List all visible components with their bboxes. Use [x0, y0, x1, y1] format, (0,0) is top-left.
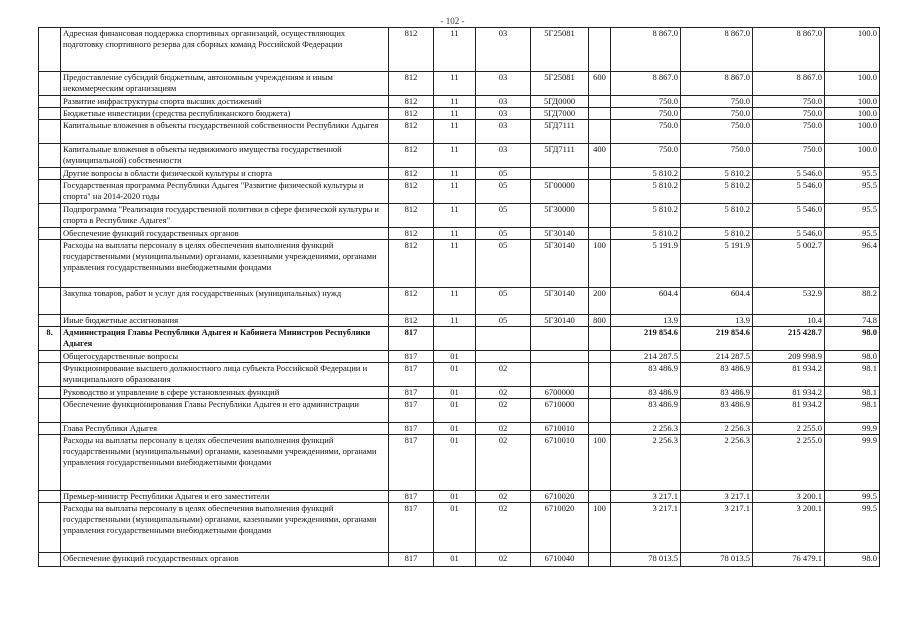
table-row [39, 144, 880, 168]
row-approved-amount: 78 013.5 [611, 553, 681, 567]
budget-table [38, 27, 880, 567]
row-subsection-code: 02 [476, 553, 531, 567]
table-row [39, 351, 880, 363]
row-number [39, 204, 61, 228]
row-ministry-code: 812 [389, 144, 434, 168]
row-target-code: 5ГД7111 [531, 120, 589, 144]
row-subsection-code: 03 [476, 108, 531, 120]
row-subsection-code: 05 [476, 168, 531, 180]
row-execution-percent: 100.0 [825, 120, 880, 144]
row-target-code: 6710040 [531, 553, 589, 567]
row-section-code: 11 [434, 228, 476, 240]
row-execution-percent: 100.0 [825, 28, 880, 72]
row-execution-percent: 100.0 [825, 144, 880, 168]
row-expense-type-code: 800 [589, 315, 611, 327]
row-revised-amount: 2 256.3 [681, 435, 753, 491]
row-revised-amount: 750.0 [681, 96, 753, 108]
row-executed-amount: 8 867.0 [753, 28, 825, 72]
row-target-code: 5Г30140 [531, 288, 589, 315]
table-row [39, 120, 880, 144]
row-target-code: 5ГД0000 [531, 96, 589, 108]
row-target-code: 5ГД7111 [531, 144, 589, 168]
row-ministry-code: 817 [389, 399, 434, 423]
table-row [39, 491, 880, 503]
row-ministry-code: 812 [389, 228, 434, 240]
row-subsection-code [476, 327, 531, 351]
row-approved-amount: 5 810.2 [611, 168, 681, 180]
row-number [39, 553, 61, 567]
table-row [39, 72, 880, 96]
row-section-code: 01 [434, 399, 476, 423]
row-number [39, 423, 61, 435]
row-ministry-code: 817 [389, 553, 434, 567]
row-approved-amount: 8 867.0 [611, 72, 681, 96]
row-section-code: 01 [434, 553, 476, 567]
row-target-code [531, 351, 589, 363]
row-number [39, 491, 61, 503]
row-section-code: 11 [434, 168, 476, 180]
row-ministry-code: 817 [389, 351, 434, 363]
row-executed-amount: 76 479.1 [753, 553, 825, 567]
row-ministry-code: 817 [389, 491, 434, 503]
row-approved-amount: 3 217.1 [611, 503, 681, 553]
row-ministry-code: 812 [389, 120, 434, 144]
row-target-code [531, 363, 589, 387]
row-description: Общегосударственные вопросы [61, 351, 389, 363]
row-executed-amount: 5 546.0 [753, 228, 825, 240]
row-section-code: 11 [434, 204, 476, 228]
row-description: Государственная программа Республики Адыгея "Развитие физической культуры и спорта" на 2014-2020 годы [61, 180, 389, 204]
row-approved-amount: 2 256.3 [611, 435, 681, 491]
row-ministry-code: 817 [389, 327, 434, 351]
row-expense-type-code [589, 108, 611, 120]
row-ministry-code: 817 [389, 387, 434, 399]
row-expense-type-code [589, 180, 611, 204]
row-target-code: 6710000 [531, 399, 589, 423]
row-target-code [531, 168, 589, 180]
row-expense-type-code: 100 [589, 240, 611, 288]
row-ministry-code: 812 [389, 108, 434, 120]
row-revised-amount: 83 486.9 [681, 387, 753, 399]
row-section-code: 11 [434, 180, 476, 204]
row-execution-percent: 98.0 [825, 553, 880, 567]
row-executed-amount: 5 546.0 [753, 168, 825, 180]
row-executed-amount: 750.0 [753, 144, 825, 168]
row-approved-amount: 750.0 [611, 96, 681, 108]
row-executed-amount: 2 255.0 [753, 435, 825, 491]
row-executed-amount: 750.0 [753, 108, 825, 120]
row-subsection-code: 05 [476, 180, 531, 204]
table-row [39, 288, 880, 315]
row-execution-percent: 95.5 [825, 168, 880, 180]
row-expense-type-code [589, 491, 611, 503]
row-subsection-code: 03 [476, 28, 531, 72]
row-executed-amount: 215 428.7 [753, 327, 825, 351]
row-expense-type-code [589, 204, 611, 228]
row-number [39, 120, 61, 144]
row-execution-percent: 96.4 [825, 240, 880, 288]
row-section-code: 11 [434, 72, 476, 96]
row-approved-amount: 83 486.9 [611, 363, 681, 387]
table-row [39, 399, 880, 423]
row-revised-amount: 2 256.3 [681, 423, 753, 435]
row-subsection-code: 02 [476, 363, 531, 387]
row-subsection-code: 02 [476, 399, 531, 423]
row-description: Руководство и управление в сфере установленных функций [61, 387, 389, 399]
row-subsection-code: 03 [476, 72, 531, 96]
row-subsection-code: 05 [476, 288, 531, 315]
row-execution-percent: 98.1 [825, 387, 880, 399]
table-row [39, 180, 880, 204]
row-expense-type-code [589, 168, 611, 180]
row-revised-amount: 604.4 [681, 288, 753, 315]
row-ministry-code: 812 [389, 180, 434, 204]
row-subsection-code: 02 [476, 491, 531, 503]
row-revised-amount: 78 013.5 [681, 553, 753, 567]
row-section-code: 01 [434, 387, 476, 399]
row-description: Капитальные вложения в объекты государственной собственности Республики Адыгея [61, 120, 389, 144]
row-execution-percent: 99.5 [825, 491, 880, 503]
table-row [39, 315, 880, 327]
row-number: 8. [39, 327, 61, 351]
row-revised-amount: 214 287.5 [681, 351, 753, 363]
row-target-code: 5Г25081 [531, 72, 589, 96]
row-description: Предоставление субсидий бюджетным, автономным учреждениям и иным некоммерческим организациям [61, 72, 389, 96]
row-target-code: 5Г25081 [531, 28, 589, 72]
row-executed-amount: 10.4 [753, 315, 825, 327]
row-execution-percent: 98.1 [825, 363, 880, 387]
row-expense-type-code: 200 [589, 288, 611, 315]
row-expense-type-code [589, 28, 611, 72]
row-approved-amount: 5 191.9 [611, 240, 681, 288]
row-executed-amount: 81 934.2 [753, 363, 825, 387]
row-ministry-code: 812 [389, 315, 434, 327]
row-subsection-code: 05 [476, 204, 531, 228]
row-target-code: 5Г30140 [531, 240, 589, 288]
row-execution-percent: 100.0 [825, 72, 880, 96]
row-approved-amount: 8 867.0 [611, 28, 681, 72]
row-target-code: 5Г30000 [531, 204, 589, 228]
row-number [39, 387, 61, 399]
row-revised-amount: 750.0 [681, 120, 753, 144]
row-executed-amount: 3 200.1 [753, 491, 825, 503]
row-subsection-code: 05 [476, 228, 531, 240]
budget-table-body [39, 28, 880, 567]
row-execution-percent: 95.5 [825, 180, 880, 204]
row-revised-amount: 5 810.2 [681, 168, 753, 180]
row-approved-amount: 750.0 [611, 108, 681, 120]
row-executed-amount: 5 546.0 [753, 180, 825, 204]
row-revised-amount: 5 810.2 [681, 204, 753, 228]
table-row [39, 204, 880, 228]
row-expense-type-code [589, 387, 611, 399]
row-number [39, 96, 61, 108]
row-number [39, 315, 61, 327]
row-ministry-code: 812 [389, 72, 434, 96]
row-number [39, 144, 61, 168]
row-ministry-code: 817 [389, 435, 434, 491]
row-approved-amount: 83 486.9 [611, 399, 681, 423]
row-number [39, 288, 61, 315]
row-section-code: 01 [434, 503, 476, 553]
row-executed-amount: 8 867.0 [753, 72, 825, 96]
row-section-code [434, 327, 476, 351]
row-ministry-code: 812 [389, 28, 434, 72]
row-target-code: 5Г00000 [531, 180, 589, 204]
row-revised-amount: 750.0 [681, 108, 753, 120]
row-execution-percent: 98.0 [825, 327, 880, 351]
table-row [39, 423, 880, 435]
row-revised-amount: 219 854.6 [681, 327, 753, 351]
row-number [39, 240, 61, 288]
row-executed-amount: 750.0 [753, 120, 825, 144]
row-execution-percent: 99.9 [825, 423, 880, 435]
row-number [39, 351, 61, 363]
row-number [39, 503, 61, 553]
row-executed-amount: 81 934.2 [753, 387, 825, 399]
row-description: Обеспечение функций государственных органов [61, 553, 389, 567]
row-section-code: 11 [434, 108, 476, 120]
row-subsection-code: 03 [476, 144, 531, 168]
row-executed-amount: 209 998.9 [753, 351, 825, 363]
row-expense-type-code [589, 351, 611, 363]
row-number [39, 228, 61, 240]
row-executed-amount: 3 200.1 [753, 503, 825, 553]
row-description: Обеспечение функций государственных органов [61, 228, 389, 240]
table-row [39, 108, 880, 120]
row-target-code: 6710020 [531, 491, 589, 503]
row-target-code: 6710010 [531, 435, 589, 491]
row-approved-amount: 5 810.2 [611, 180, 681, 204]
table-row [39, 363, 880, 387]
row-execution-percent: 100.0 [825, 96, 880, 108]
table-row [39, 228, 880, 240]
row-number [39, 168, 61, 180]
row-description: Адресная финансовая поддержка спортивных организаций, осуществляющих подготовку спортивного резерва для сборных команд Российской Федерации [61, 28, 389, 72]
row-section-code: 11 [434, 144, 476, 168]
row-number [39, 180, 61, 204]
row-revised-amount: 750.0 [681, 144, 753, 168]
row-execution-percent: 98.0 [825, 351, 880, 363]
row-subsection-code: 03 [476, 96, 531, 108]
row-section-code: 01 [434, 435, 476, 491]
row-description: Иные бюджетные ассигнования [61, 315, 389, 327]
row-expense-type-code [589, 96, 611, 108]
row-target-code [531, 327, 589, 351]
row-approved-amount: 5 810.2 [611, 228, 681, 240]
table-row [39, 503, 880, 553]
row-executed-amount: 5 546.0 [753, 204, 825, 228]
row-target-code: 6700000 [531, 387, 589, 399]
table-row [39, 387, 880, 399]
row-approved-amount: 219 854.6 [611, 327, 681, 351]
row-subsection-code [476, 351, 531, 363]
row-expense-type-code [589, 423, 611, 435]
row-executed-amount: 2 255.0 [753, 423, 825, 435]
row-revised-amount: 13.9 [681, 315, 753, 327]
row-revised-amount: 5 810.2 [681, 180, 753, 204]
row-number [39, 28, 61, 72]
row-revised-amount: 8 867.0 [681, 28, 753, 72]
row-execution-percent: 95.5 [825, 228, 880, 240]
row-number [39, 108, 61, 120]
row-expense-type-code [589, 553, 611, 567]
row-execution-percent: 88.2 [825, 288, 880, 315]
table-row [39, 28, 880, 72]
table-row [39, 435, 880, 491]
row-expense-type-code [589, 327, 611, 351]
row-section-code: 11 [434, 315, 476, 327]
row-section-code: 11 [434, 96, 476, 108]
row-expense-type-code: 400 [589, 144, 611, 168]
row-approved-amount: 83 486.9 [611, 387, 681, 399]
row-description: Расходы на выплаты персоналу в целях обеспечения выполнения функций государственными (муниципальными) органами, казенными учреждениями, органами управления государственными внебюджетными фондами [61, 435, 389, 491]
row-number [39, 399, 61, 423]
row-description: Другие вопросы в области физической культуры и спорта [61, 168, 389, 180]
row-ministry-code: 817 [389, 363, 434, 387]
row-section-code: 11 [434, 240, 476, 288]
row-ministry-code: 812 [389, 96, 434, 108]
row-target-code: 6710010 [531, 423, 589, 435]
row-expense-type-code [589, 228, 611, 240]
row-execution-percent: 95.5 [825, 204, 880, 228]
row-approved-amount: 5 810.2 [611, 204, 681, 228]
row-executed-amount: 750.0 [753, 96, 825, 108]
row-ministry-code: 817 [389, 423, 434, 435]
row-expense-type-code: 600 [589, 72, 611, 96]
row-expense-type-code: 100 [589, 435, 611, 491]
row-approved-amount: 214 287.5 [611, 351, 681, 363]
row-subsection-code: 02 [476, 435, 531, 491]
row-section-code: 01 [434, 423, 476, 435]
row-description: Премьер-министр Республики Адыгея и его заместители [61, 491, 389, 503]
row-ministry-code: 812 [389, 168, 434, 180]
row-section-code: 01 [434, 351, 476, 363]
row-approved-amount: 3 217.1 [611, 491, 681, 503]
row-expense-type-code [589, 120, 611, 144]
row-subsection-code: 02 [476, 423, 531, 435]
table-row [39, 327, 880, 351]
table-row [39, 168, 880, 180]
row-approved-amount: 750.0 [611, 120, 681, 144]
row-number [39, 435, 61, 491]
row-section-code: 01 [434, 363, 476, 387]
row-section-code: 11 [434, 120, 476, 144]
row-executed-amount: 81 934.2 [753, 399, 825, 423]
row-description: Функционирование высшего должностного лица субъекта Российской Федерации и муниципального образования [61, 363, 389, 387]
row-subsection-code: 02 [476, 387, 531, 399]
row-executed-amount: 5 002.7 [753, 240, 825, 288]
row-expense-type-code: 100 [589, 503, 611, 553]
row-approved-amount: 750.0 [611, 144, 681, 168]
row-description: Обеспечение функционирования Главы Республики Адыгея и его администрации [61, 399, 389, 423]
row-approved-amount: 13.9 [611, 315, 681, 327]
row-description: Закупка товаров, работ и услуг для государственных (муниципальных) нужд [61, 288, 389, 315]
row-number [39, 363, 61, 387]
row-revised-amount: 3 217.1 [681, 503, 753, 553]
table-row [39, 553, 880, 567]
row-revised-amount: 5 191.9 [681, 240, 753, 288]
row-ministry-code: 812 [389, 288, 434, 315]
row-expense-type-code [589, 363, 611, 387]
row-revised-amount: 3 217.1 [681, 491, 753, 503]
row-execution-percent: 98.1 [825, 399, 880, 423]
row-revised-amount: 83 486.9 [681, 363, 753, 387]
row-target-code: 5Г30140 [531, 315, 589, 327]
row-subsection-code: 05 [476, 315, 531, 327]
row-description: Бюджетные инвестиции (средства республиканского бюджета) [61, 108, 389, 120]
row-section-code: 01 [434, 491, 476, 503]
row-section-code: 11 [434, 288, 476, 315]
row-description: Расходы на выплаты персоналу в целях обеспечения выполнения функций государственными (муниципальными) органами, казенными учреждениями, органами управления государственными внебюджетными фондами [61, 503, 389, 553]
row-approved-amount: 2 256.3 [611, 423, 681, 435]
row-description: Администрация Главы Республики Адыгея и Кабинета Министров Республики Адыгея [61, 327, 389, 351]
row-executed-amount: 532.9 [753, 288, 825, 315]
row-subsection-code: 02 [476, 503, 531, 553]
row-description: Капитальные вложения в объекты недвижимого имущества государственной (муниципальной) собственности [61, 144, 389, 168]
row-number [39, 72, 61, 96]
row-ministry-code: 812 [389, 240, 434, 288]
page-number: - 102 - [440, 16, 465, 26]
row-revised-amount: 8 867.0 [681, 72, 753, 96]
row-subsection-code: 03 [476, 120, 531, 144]
row-execution-percent: 100.0 [825, 108, 880, 120]
row-execution-percent: 99.9 [825, 435, 880, 491]
table-row [39, 240, 880, 288]
row-subsection-code: 05 [476, 240, 531, 288]
row-execution-percent: 99.5 [825, 503, 880, 553]
row-description: Подпрограмма "Реализация государственной политики в сфере физической культуры и спорта в Республике Адыгея" [61, 204, 389, 228]
row-approved-amount: 604.4 [611, 288, 681, 315]
row-description: Расходы на выплаты персоналу в целях обеспечения выполнения функций государственными (муниципальными) органами, казенными учреждениями, органами управления государственными внебюджетными фондами [61, 240, 389, 288]
row-expense-type-code [589, 399, 611, 423]
row-section-code: 11 [434, 28, 476, 72]
row-revised-amount: 83 486.9 [681, 399, 753, 423]
row-revised-amount: 5 810.2 [681, 228, 753, 240]
table-row [39, 96, 880, 108]
row-target-code: 5ГД7000 [531, 108, 589, 120]
row-target-code: 6710020 [531, 503, 589, 553]
row-execution-percent: 74.8 [825, 315, 880, 327]
row-ministry-code: 817 [389, 503, 434, 553]
row-description: Глава Республики Адыгея [61, 423, 389, 435]
row-target-code: 5Г30140 [531, 228, 589, 240]
row-description: Развитие инфраструктуры спорта высших достижений [61, 96, 389, 108]
row-ministry-code: 812 [389, 204, 434, 228]
